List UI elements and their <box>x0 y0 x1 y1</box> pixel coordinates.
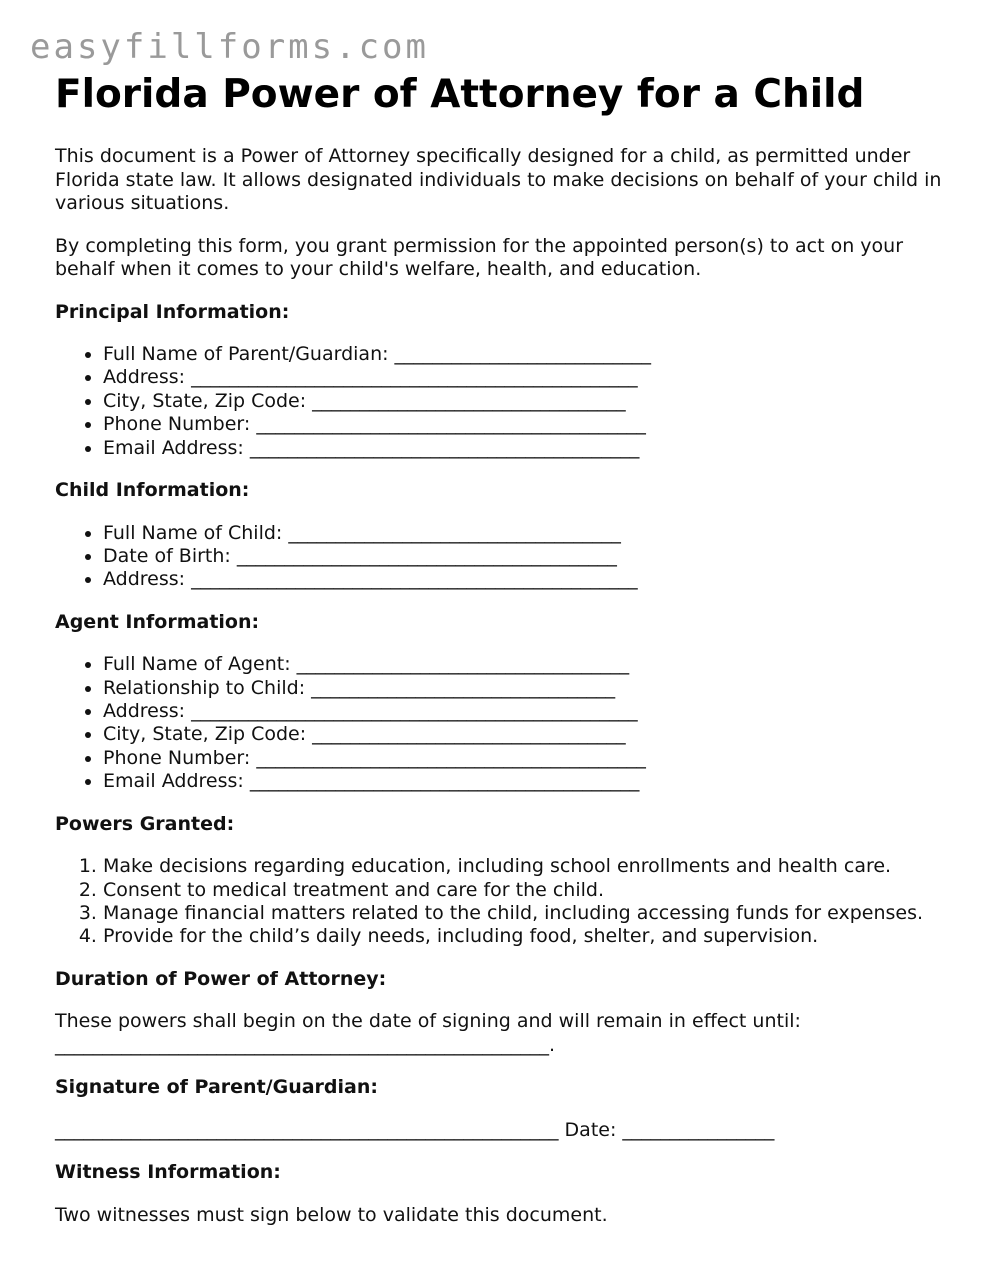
witness-heading: Witness Information: <box>55 1161 281 1184</box>
agent-name-field[interactable]: • Full Name of Agent: ___________________________________ <box>103 653 955 676</box>
document-title: Florida Power of Attorney for a Child <box>55 72 865 117</box>
signature-heading: Signature of Parent/Guardian: <box>55 1076 378 1099</box>
agent-relationship-field[interactable]: • Relationship to Child: ________________________________ <box>103 677 955 700</box>
witness-instruction: Two witnesses must sign below to validate this document. <box>55 1203 608 1226</box>
principal-address-field[interactable]: • Address: _______________________________________________ <box>103 366 955 389</box>
intro-paragraph-1: This document is a Power of Attorney specifically designed for a child, as permitted under Florida state law. It allows designated individuals to make decisions on behalf of your child in various situations. <box>55 145 942 214</box>
child-heading: Child Information: <box>55 479 250 502</box>
agent-city-field[interactable]: • City, State, Zip Code: _________________________________ <box>103 723 955 746</box>
principal-email-field[interactable]: • Email Address: _________________________________________ <box>103 437 955 460</box>
agent-phone-field[interactable]: • Phone Number: _________________________________________ <box>103 747 955 770</box>
duration-field[interactable]: These powers shall begin on the date of signing and will remain in effect until: ____________________________________________________. <box>55 1010 801 1056</box>
principal-city-field[interactable]: • City, State, Zip Code: _________________________________ <box>103 390 955 413</box>
agent-heading: Agent Information: <box>55 610 260 633</box>
agent-list <box>55 653 955 793</box>
power-item: 1. Make decisions regarding education, including school enrollments and health care. <box>103 855 955 878</box>
duration-heading: Duration of Power of Attorney: <box>55 967 387 990</box>
signature-date-field[interactable]: _____________________________________________________ Date: ________________ <box>55 1118 775 1141</box>
child-name-field[interactable]: • Full Name of Child: ___________________________________ <box>103 522 955 545</box>
principal-list <box>55 343 955 460</box>
principal-heading: Principal Information: <box>55 300 290 323</box>
watermark: easyfillforms.com <box>30 27 429 67</box>
principal-name-field[interactable]: • Full Name of Parent/Guardian: ___________________________ <box>103 343 955 366</box>
power-item: 3. Manage financial matters related to the child, including accessing funds for expenses. <box>103 902 955 925</box>
child-list <box>55 522 955 592</box>
power-item: 4. Provide for the child’s daily needs, including food, shelter, and supervision. <box>103 925 955 948</box>
power-item: 2. Consent to medical treatment and care for the child. <box>103 879 955 902</box>
principal-phone-field[interactable]: • Phone Number: _________________________________________ <box>103 413 955 436</box>
powers-list <box>55 855 955 949</box>
intro-paragraph-2: By completing this form, you grant permission for the appointed person(s) to act on your behalf when it comes to your child's welfare, health, and education. <box>55 234 904 280</box>
agent-address-field[interactable]: • Address: _______________________________________________ <box>103 700 955 723</box>
document-page <box>55 72 955 1227</box>
child-dob-field[interactable]: • Date of Birth: ________________________________________ <box>103 545 955 568</box>
child-address-field[interactable]: • Address: _______________________________________________ <box>103 568 955 591</box>
agent-email-field[interactable]: • Email Address: _________________________________________ <box>103 770 955 793</box>
powers-heading: Powers Granted: <box>55 812 235 835</box>
